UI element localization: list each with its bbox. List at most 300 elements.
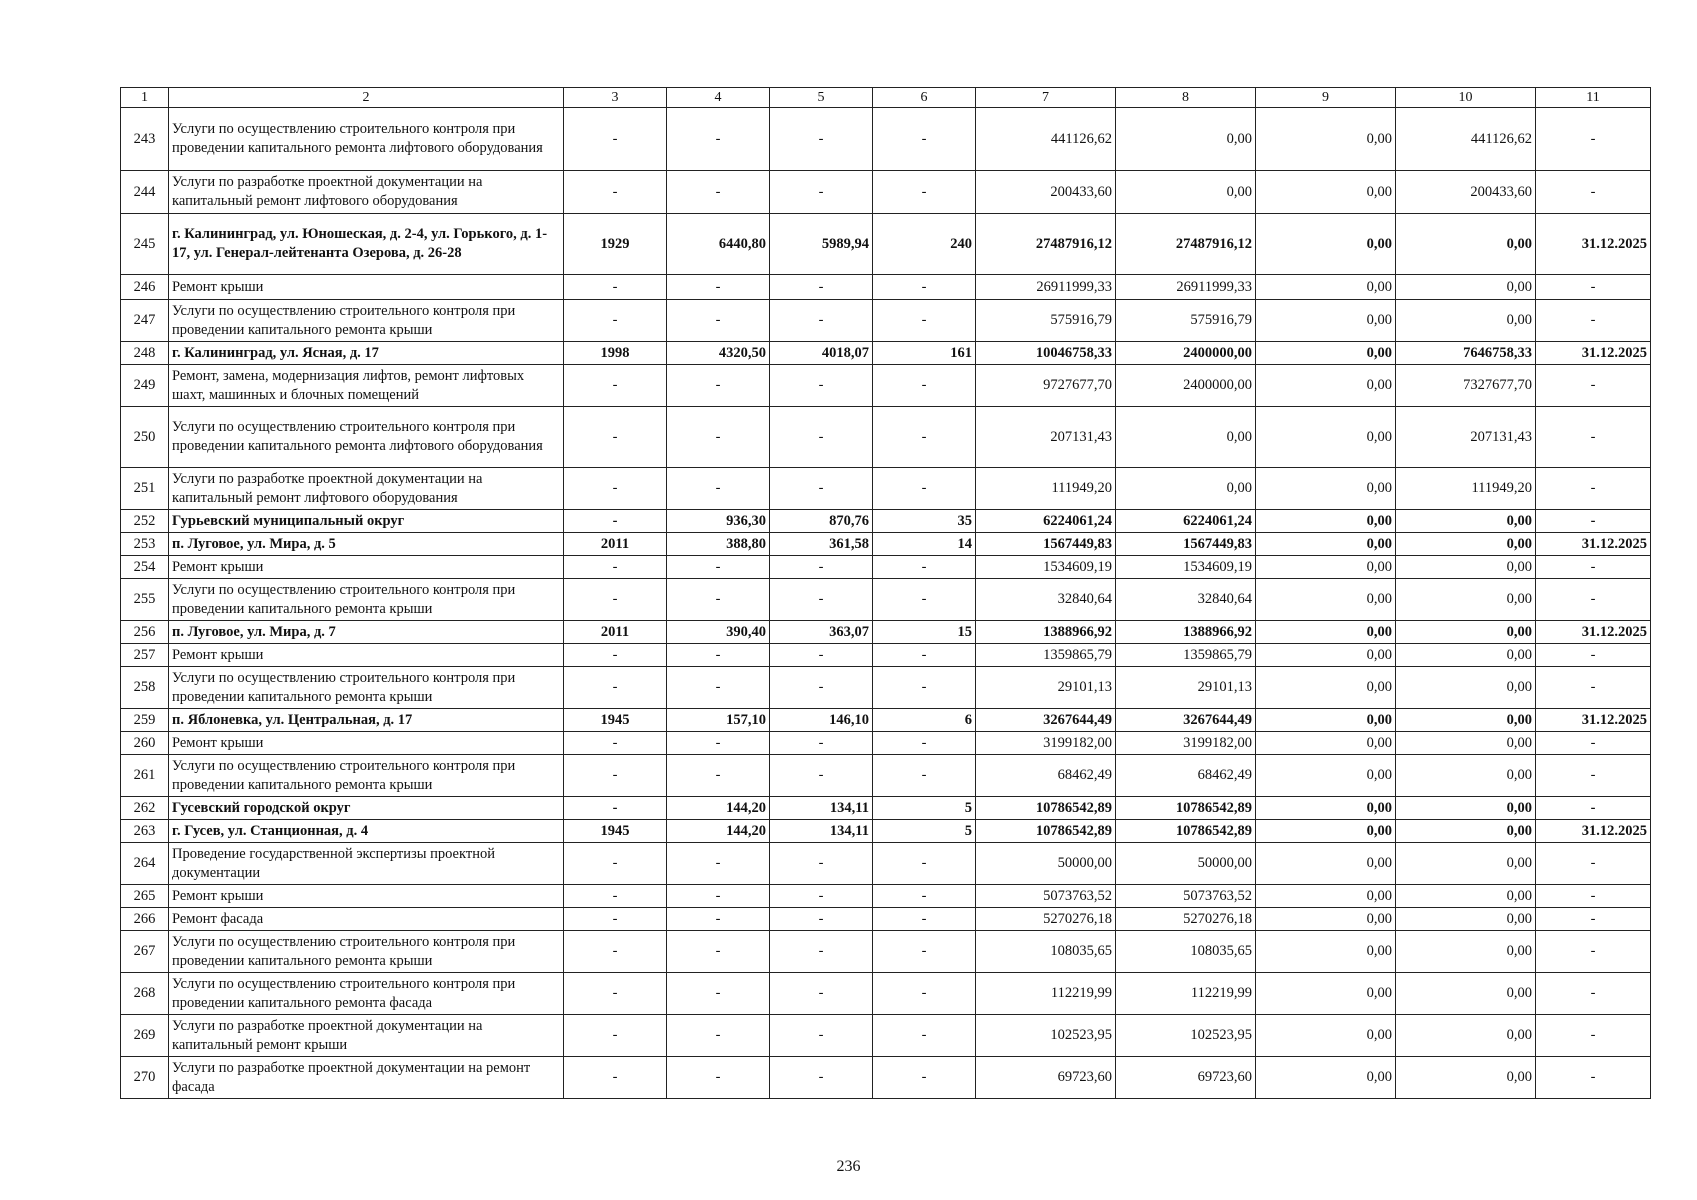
col9-cell: 0,00 (1256, 644, 1396, 667)
table-row (121, 275, 1651, 300)
col10-cell: 0,00 (1396, 300, 1536, 342)
col8-cell: 50000,00 (1116, 843, 1256, 885)
item-name: п. Яблоневка, ул. Центральная, д. 17 (169, 709, 564, 732)
row-number: 265 (121, 885, 169, 908)
col9-cell: 0,00 (1256, 556, 1396, 579)
col10-cell: 0,00 (1396, 885, 1536, 908)
col9-cell: 0,00 (1256, 621, 1396, 644)
col7-cell: 3199182,00 (976, 732, 1116, 755)
col7-cell: 6224061,24 (976, 510, 1116, 533)
col6-cell: - (873, 468, 976, 510)
item-name: Услуги по осуществлению строительного контроля при проведении капитального ремонта крыши (169, 300, 564, 342)
deadline-cell: - (1536, 407, 1651, 468)
row-number: 253 (121, 533, 169, 556)
row-number: 255 (121, 579, 169, 621)
deadline-cell: - (1536, 755, 1651, 797)
col9-cell: 0,00 (1256, 820, 1396, 843)
col10-cell: 0,00 (1396, 908, 1536, 931)
col6-cell: 161 (873, 342, 976, 365)
table-row (121, 1057, 1651, 1099)
item-name: Ремонт крыши (169, 275, 564, 300)
deadline-cell: - (1536, 300, 1651, 342)
table-row (121, 908, 1651, 931)
year-cell: 1945 (564, 709, 667, 732)
item-name: Услуги по осуществлению строительного контроля при проведении капитального ремонта фасада (169, 973, 564, 1015)
col4-cell: - (667, 579, 770, 621)
col10-cell: 0,00 (1396, 1057, 1536, 1099)
col5-cell: 134,11 (770, 820, 873, 843)
row-number: 259 (121, 709, 169, 732)
item-name: п. Луговое, ул. Мира, д. 7 (169, 621, 564, 644)
col5-cell: - (770, 1015, 873, 1057)
col9-cell: 0,00 (1256, 908, 1396, 931)
column-header-10: 10 (1396, 88, 1536, 108)
item-name: Гусевский городской округ (169, 797, 564, 820)
page-number: 236 (836, 1158, 861, 1175)
year-cell: - (564, 931, 667, 973)
col10-cell: 0,00 (1396, 973, 1536, 1015)
col5-cell: - (770, 931, 873, 973)
col4-cell: - (667, 365, 770, 407)
deadline-cell: 31.12.2025 (1536, 820, 1651, 843)
col6-cell: - (873, 667, 976, 709)
row-number: 261 (121, 755, 169, 797)
col5-cell: - (770, 667, 873, 709)
col8-cell: 2400000,00 (1116, 342, 1256, 365)
col8-cell: 1534609,19 (1116, 556, 1256, 579)
col4-cell: - (667, 931, 770, 973)
col9-cell: 0,00 (1256, 171, 1396, 214)
year-cell: - (564, 300, 667, 342)
item-name: Услуги по осуществлению строительного контроля при проведении капитального ремонта крыши (169, 931, 564, 973)
col10-cell: 0,00 (1396, 797, 1536, 820)
col7-cell: 68462,49 (976, 755, 1116, 797)
col5-cell: - (770, 275, 873, 300)
col5-cell: - (770, 108, 873, 171)
deadline-cell: - (1536, 275, 1651, 300)
col5-cell: 361,58 (770, 533, 873, 556)
col9-cell: 0,00 (1256, 468, 1396, 510)
col9-cell: 0,00 (1256, 275, 1396, 300)
year-cell: - (564, 908, 667, 931)
col6-cell: - (873, 885, 976, 908)
col8-cell: 68462,49 (1116, 755, 1256, 797)
col8-cell: 1567449,83 (1116, 533, 1256, 556)
table-row (121, 931, 1651, 973)
item-name: Услуги по разработке проектной документации на капитальный ремонт лифтового оборудования (169, 171, 564, 214)
table-row (121, 644, 1651, 667)
col8-cell: 0,00 (1116, 407, 1256, 468)
col8-cell: 1359865,79 (1116, 644, 1256, 667)
col9-cell: 0,00 (1256, 579, 1396, 621)
col4-cell: - (667, 1057, 770, 1099)
year-cell: - (564, 556, 667, 579)
col8-cell: 29101,13 (1116, 667, 1256, 709)
item-name: Гурьевский муниципальный округ (169, 510, 564, 533)
col6-cell: - (873, 579, 976, 621)
col4-cell: 144,20 (667, 797, 770, 820)
deadline-cell: - (1536, 365, 1651, 407)
col4-cell: - (667, 300, 770, 342)
col8-cell: 69723,60 (1116, 1057, 1256, 1099)
item-name: Ремонт крыши (169, 644, 564, 667)
col8-cell: 575916,79 (1116, 300, 1256, 342)
table-row (121, 797, 1651, 820)
year-cell: - (564, 275, 667, 300)
year-cell: 1945 (564, 820, 667, 843)
column-header-11: 11 (1536, 88, 1651, 108)
column-number-row (121, 88, 1651, 108)
col5-cell: - (770, 755, 873, 797)
col6-cell: 5 (873, 797, 976, 820)
deadline-cell: - (1536, 171, 1651, 214)
col10-cell: 0,00 (1396, 275, 1536, 300)
deadline-cell: - (1536, 1057, 1651, 1099)
col7-cell: 1388966,92 (976, 621, 1116, 644)
item-name: Услуги по разработке проектной документации на капитальный ремонт крыши (169, 1015, 564, 1057)
col10-cell: 0,00 (1396, 931, 1536, 973)
item-name: Услуги по осуществлению строительного контроля при проведении капитального ремонта крыши (169, 667, 564, 709)
col5-cell: 5989,94 (770, 214, 873, 275)
row-number: 268 (121, 973, 169, 1015)
col10-cell: 7327677,70 (1396, 365, 1536, 407)
col9-cell: 0,00 (1256, 214, 1396, 275)
col6-cell: 5 (873, 820, 976, 843)
col5-cell: - (770, 407, 873, 468)
table-row (121, 755, 1651, 797)
row-number: 257 (121, 644, 169, 667)
col9-cell: 0,00 (1256, 533, 1396, 556)
col4-cell: 4320,50 (667, 342, 770, 365)
col6-cell: - (873, 171, 976, 214)
col5-cell: - (770, 365, 873, 407)
col4-cell: 936,30 (667, 510, 770, 533)
col4-cell: 157,10 (667, 709, 770, 732)
col7-cell: 1534609,19 (976, 556, 1116, 579)
deadline-cell: - (1536, 931, 1651, 973)
col4-cell: - (667, 644, 770, 667)
table-row (121, 342, 1651, 365)
col8-cell: 1388966,92 (1116, 621, 1256, 644)
col4-cell: 6440,80 (667, 214, 770, 275)
col4-cell: - (667, 843, 770, 885)
row-number: 270 (121, 1057, 169, 1099)
col7-cell: 108035,65 (976, 931, 1116, 973)
year-cell: - (564, 797, 667, 820)
col10-cell: 0,00 (1396, 214, 1536, 275)
deadline-cell: - (1536, 973, 1651, 1015)
col9-cell: 0,00 (1256, 407, 1396, 468)
col5-cell: - (770, 644, 873, 667)
deadline-cell: - (1536, 644, 1651, 667)
col6-cell: 6 (873, 709, 976, 732)
item-name: Услуги по осуществлению строительного контроля при проведении капитального ремонта лифтового оборудования (169, 407, 564, 468)
col8-cell: 2400000,00 (1116, 365, 1256, 407)
year-cell: - (564, 644, 667, 667)
table-row (121, 843, 1651, 885)
deadline-cell: - (1536, 556, 1651, 579)
col6-cell: - (873, 732, 976, 755)
col5-cell: - (770, 732, 873, 755)
col7-cell: 32840,64 (976, 579, 1116, 621)
col9-cell: 0,00 (1256, 843, 1396, 885)
col9-cell: 0,00 (1256, 1015, 1396, 1057)
col8-cell: 108035,65 (1116, 931, 1256, 973)
deadline-cell: 31.12.2025 (1536, 621, 1651, 644)
col9-cell: 0,00 (1256, 1057, 1396, 1099)
col9-cell: 0,00 (1256, 300, 1396, 342)
col10-cell: 0,00 (1396, 667, 1536, 709)
row-number: 246 (121, 275, 169, 300)
deadline-cell: - (1536, 1015, 1651, 1057)
col4-cell: 144,20 (667, 820, 770, 843)
table-row (121, 709, 1651, 732)
year-cell: - (564, 1057, 667, 1099)
col4-cell: - (667, 468, 770, 510)
table-row (121, 621, 1651, 644)
year-cell: - (564, 973, 667, 1015)
col6-cell: - (873, 931, 976, 973)
year-cell: - (564, 579, 667, 621)
col9-cell: 0,00 (1256, 709, 1396, 732)
col8-cell: 10786542,89 (1116, 820, 1256, 843)
col6-cell: - (873, 1015, 976, 1057)
deadline-cell: - (1536, 468, 1651, 510)
col5-cell: - (770, 300, 873, 342)
col7-cell: 50000,00 (976, 843, 1116, 885)
item-name: Услуги по разработке проектной документации на капитальный ремонт лифтового оборудования (169, 468, 564, 510)
col7-cell: 441126,62 (976, 108, 1116, 171)
col8-cell: 3199182,00 (1116, 732, 1256, 755)
col7-cell: 111949,20 (976, 468, 1116, 510)
table-row (121, 468, 1651, 510)
table-row (121, 556, 1651, 579)
col7-cell: 69723,60 (976, 1057, 1116, 1099)
row-number: 249 (121, 365, 169, 407)
table-row (121, 171, 1651, 214)
col6-cell: - (873, 556, 976, 579)
col10-cell: 0,00 (1396, 820, 1536, 843)
col6-cell: - (873, 275, 976, 300)
row-number: 251 (121, 468, 169, 510)
year-cell: - (564, 732, 667, 755)
col8-cell: 112219,99 (1116, 973, 1256, 1015)
col5-cell: 134,11 (770, 797, 873, 820)
deadline-cell: 31.12.2025 (1536, 709, 1651, 732)
item-name: п. Луговое, ул. Мира, д. 5 (169, 533, 564, 556)
year-cell: 2011 (564, 533, 667, 556)
col9-cell: 0,00 (1256, 342, 1396, 365)
column-header-5: 5 (770, 88, 873, 108)
col8-cell: 0,00 (1116, 108, 1256, 171)
col10-cell: 441126,62 (1396, 108, 1536, 171)
deadline-cell: - (1536, 510, 1651, 533)
col4-cell: - (667, 973, 770, 1015)
table-row (121, 510, 1651, 533)
col8-cell: 3267644,49 (1116, 709, 1256, 732)
deadline-cell: - (1536, 667, 1651, 709)
col8-cell: 0,00 (1116, 171, 1256, 214)
year-cell: 1929 (564, 214, 667, 275)
col5-cell: - (770, 885, 873, 908)
row-number: 244 (121, 171, 169, 214)
col7-cell: 200433,60 (976, 171, 1116, 214)
row-number: 264 (121, 843, 169, 885)
col4-cell: - (667, 171, 770, 214)
col10-cell: 0,00 (1396, 1015, 1536, 1057)
col8-cell: 27487916,12 (1116, 214, 1256, 275)
col5-cell: - (770, 1057, 873, 1099)
deadline-cell: 31.12.2025 (1536, 342, 1651, 365)
col5-cell: 363,07 (770, 621, 873, 644)
row-number: 248 (121, 342, 169, 365)
year-cell: - (564, 468, 667, 510)
deadline-cell: - (1536, 885, 1651, 908)
col4-cell: - (667, 407, 770, 468)
col8-cell: 5270276,18 (1116, 908, 1256, 931)
row-number: 256 (121, 621, 169, 644)
row-number: 262 (121, 797, 169, 820)
column-header-2: 2 (169, 88, 564, 108)
item-name: Проведение государственной экспертизы проектной документации (169, 843, 564, 885)
deadline-cell: - (1536, 108, 1651, 171)
deadline-cell: - (1536, 732, 1651, 755)
col9-cell: 0,00 (1256, 732, 1396, 755)
col8-cell: 5073763,52 (1116, 885, 1256, 908)
col7-cell: 5073763,52 (976, 885, 1116, 908)
col8-cell: 0,00 (1116, 468, 1256, 510)
col10-cell: 0,00 (1396, 709, 1536, 732)
col4-cell: - (667, 885, 770, 908)
col9-cell: 0,00 (1256, 931, 1396, 973)
table-row (121, 1015, 1651, 1057)
col6-cell: - (873, 300, 976, 342)
capital-repair-table (120, 87, 1651, 1099)
col8-cell: 6224061,24 (1116, 510, 1256, 533)
col10-cell: 0,00 (1396, 644, 1536, 667)
year-cell: - (564, 843, 667, 885)
row-number: 260 (121, 732, 169, 755)
row-number: 269 (121, 1015, 169, 1057)
table-row (121, 533, 1651, 556)
col7-cell: 575916,79 (976, 300, 1116, 342)
col5-cell: 4018,07 (770, 342, 873, 365)
year-cell: - (564, 171, 667, 214)
col6-cell: - (873, 973, 976, 1015)
row-number: 267 (121, 931, 169, 973)
col7-cell: 10046758,33 (976, 342, 1116, 365)
col8-cell: 102523,95 (1116, 1015, 1256, 1057)
table-row (121, 667, 1651, 709)
col7-cell: 10786542,89 (976, 797, 1116, 820)
col4-cell: - (667, 732, 770, 755)
table-row (121, 214, 1651, 275)
item-name: Ремонт крыши (169, 885, 564, 908)
item-name: г. Калининград, ул. Ясная, д. 17 (169, 342, 564, 365)
col10-cell: 0,00 (1396, 755, 1536, 797)
col9-cell: 0,00 (1256, 885, 1396, 908)
item-name: Услуги по осуществлению строительного контроля при проведении капитального ремонта лифтового оборудования (169, 108, 564, 171)
column-header-8: 8 (1116, 88, 1256, 108)
col7-cell: 27487916,12 (976, 214, 1116, 275)
col5-cell: - (770, 468, 873, 510)
col8-cell: 10786542,89 (1116, 797, 1256, 820)
col6-cell: - (873, 755, 976, 797)
col5-cell: 146,10 (770, 709, 873, 732)
row-number: 258 (121, 667, 169, 709)
col9-cell: 0,00 (1256, 510, 1396, 533)
col8-cell: 32840,64 (1116, 579, 1256, 621)
col10-cell: 207131,43 (1396, 407, 1536, 468)
col10-cell: 0,00 (1396, 510, 1536, 533)
col6-cell: - (873, 1057, 976, 1099)
item-name: Услуги по осуществлению строительного контроля при проведении капитального ремонта крыши (169, 579, 564, 621)
col10-cell: 0,00 (1396, 843, 1536, 885)
col7-cell: 1359865,79 (976, 644, 1116, 667)
col10-cell: 200433,60 (1396, 171, 1536, 214)
col6-cell: - (873, 843, 976, 885)
col7-cell: 3267644,49 (976, 709, 1116, 732)
column-header-6: 6 (873, 88, 976, 108)
col6-cell: - (873, 908, 976, 931)
row-number: 243 (121, 108, 169, 171)
item-name: Ремонт, замена, модернизация лифтов, ремонт лифтовых шахт, машинных и блочных помещений (169, 365, 564, 407)
table-row (121, 885, 1651, 908)
column-header-4: 4 (667, 88, 770, 108)
col10-cell: 0,00 (1396, 579, 1536, 621)
deadline-cell: - (1536, 797, 1651, 820)
year-cell: - (564, 885, 667, 908)
col5-cell: 870,76 (770, 510, 873, 533)
column-header-3: 3 (564, 88, 667, 108)
col9-cell: 0,00 (1256, 667, 1396, 709)
col10-cell: 0,00 (1396, 732, 1536, 755)
col5-cell: - (770, 171, 873, 214)
year-cell: - (564, 755, 667, 797)
item-name: г. Гусев, ул. Станционная, д. 4 (169, 820, 564, 843)
item-name: Услуги по осуществлению строительного контроля при проведении капитального ремонта крыши (169, 755, 564, 797)
col10-cell: 0,00 (1396, 533, 1536, 556)
column-header-1: 1 (121, 88, 169, 108)
deadline-cell: 31.12.2025 (1536, 214, 1651, 275)
col9-cell: 0,00 (1256, 755, 1396, 797)
row-number: 245 (121, 214, 169, 275)
col10-cell: 0,00 (1396, 621, 1536, 644)
year-cell: 2011 (564, 621, 667, 644)
table-body (121, 88, 1651, 1099)
year-cell: - (564, 365, 667, 407)
col10-cell: 111949,20 (1396, 468, 1536, 510)
col7-cell: 112219,99 (976, 973, 1116, 1015)
col7-cell: 207131,43 (976, 407, 1116, 468)
column-header-7: 7 (976, 88, 1116, 108)
col7-cell: 29101,13 (976, 667, 1116, 709)
row-number: 263 (121, 820, 169, 843)
table-row (121, 300, 1651, 342)
table-row (121, 407, 1651, 468)
col4-cell: - (667, 275, 770, 300)
col4-cell: - (667, 108, 770, 171)
col9-cell: 0,00 (1256, 973, 1396, 1015)
table-row (121, 820, 1651, 843)
col7-cell: 102523,95 (976, 1015, 1116, 1057)
col6-cell: 14 (873, 533, 976, 556)
col8-cell: 26911999,33 (1116, 275, 1256, 300)
year-cell: - (564, 407, 667, 468)
col6-cell: - (873, 644, 976, 667)
col4-cell: 388,80 (667, 533, 770, 556)
item-name: Ремонт крыши (169, 556, 564, 579)
